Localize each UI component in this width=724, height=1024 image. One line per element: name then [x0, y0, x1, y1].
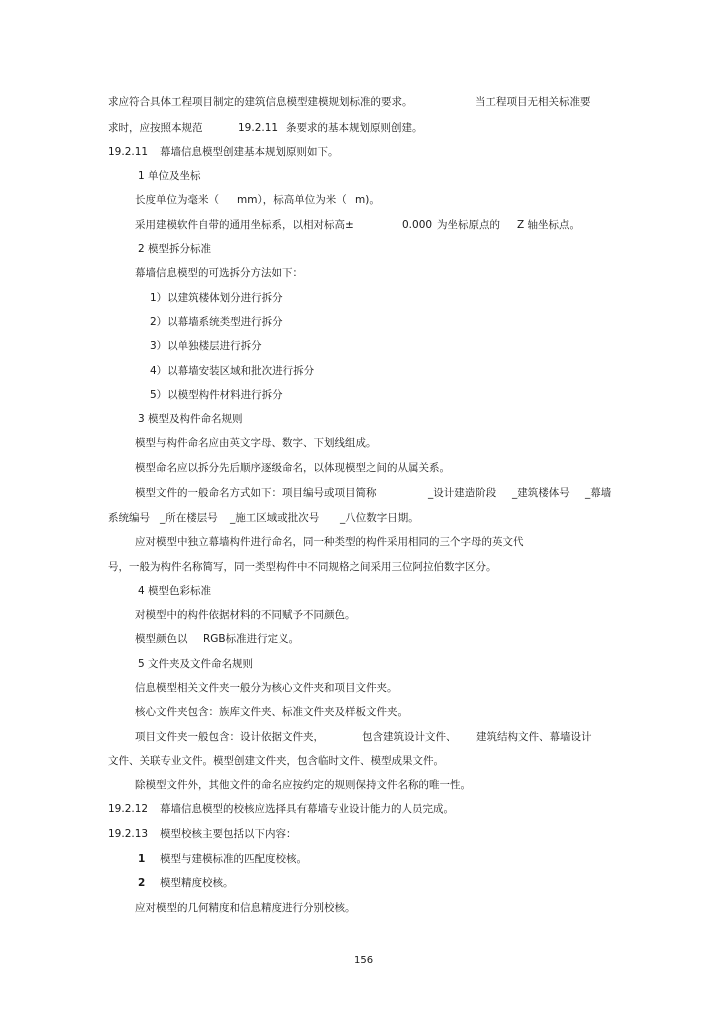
- text-line: 求时，应按照本规范 19.2.11 条要求的基本规划原则创建。: [108, 122, 423, 134]
- page-number: 156: [354, 955, 374, 966]
- list-item: 3）以单独楼层进行拆分: [150, 340, 262, 352]
- text-line: 对模型中的构件依据材料的不同赋予不同颜色。: [135, 609, 356, 621]
- subsection-heading: 5 文件夹及文件命名规则: [138, 658, 254, 670]
- text-line: 采用建模软件自带的通用坐标系，以相对标高± 0.000 为坐标原点的 Z 轴坐标点。: [135, 219, 581, 231]
- list-item: 2 模型精度校核。: [138, 877, 234, 889]
- text-line: 模型颜色以 RGB标准进行定义。: [135, 633, 300, 645]
- list-item: 1 模型与建模标准的匹配度校核。: [138, 853, 307, 865]
- text-line: 模型与构件命名应由英文字母、数字、下划线组成。: [135, 437, 377, 449]
- clause-heading: 19.2.13 模型校核主要包括以下内容：: [108, 828, 297, 840]
- list-item: 2）以幕墙系统类型进行拆分: [150, 316, 283, 328]
- text-line: 幕墙信息模型的可选拆分方法如下：: [135, 267, 303, 279]
- clause-heading: 19.2.11 幕墙信息模型创建基本规划原则如下。: [108, 146, 339, 158]
- text-line: 核心文件夹包含：族库文件夹、标准文件夹及样板文件夹。: [135, 706, 408, 718]
- clause-heading: 19.2.12 幕墙信息模型的校核应选择具有幕墙专业设计能力的人员完成。: [108, 803, 454, 815]
- text-line: 模型文件的一般命名方式如下：项目编号或项目简称 _设计建造阶段 _建筑楼体号 _幕墙: [135, 487, 612, 499]
- text-line: 应对模型中独立幕墙构件进行命名，同一种类型的构件采用相同的三个字母的英文代: [135, 536, 524, 548]
- text-line: 信息模型相关文件夹一般分为核心文件夹和项目文件夹。: [135, 682, 398, 694]
- list-item: 1）以建筑楼体划分进行拆分: [150, 292, 283, 304]
- text-line: 求应符合具体工程项目制定的建筑信息模型建模规划标准的要求。 当工程项目无相关标准要: [108, 96, 591, 108]
- text-line: 除模型文件外，其他文件的命名应按约定的规则保持文件名称的唯一性。: [135, 779, 471, 791]
- subsection-heading: 2 模型拆分标准: [138, 243, 212, 255]
- text-line: 长度单位为毫米（ mm），标高单位为米（ m)。: [135, 194, 380, 206]
- subsection-heading: 1 单位及坐标: [138, 170, 201, 182]
- subsection-heading: 4 模型色彩标准: [138, 585, 212, 597]
- text-line: 号，一般为构件名称简写，同一类型构件中不同规格之间采用三位阿拉伯数字区分。: [108, 561, 497, 573]
- text-line: 项目文件夹一般包含：设计依据文件夹， 包含建筑设计文件、 建筑结构文件、幕墙设计: [135, 731, 592, 743]
- text-line: 文件、关联专业文件。模型创建文件夹，包含临时文件、模型成果文件。: [108, 755, 444, 767]
- list-item: 5）以模型构件材料进行拆分: [150, 389, 283, 401]
- text-line: 应对模型的几何精度和信息精度进行分别校核。: [135, 902, 356, 914]
- text-line: 模型命名应以拆分先后顺序逐级命名，以体现模型之间的从属关系。: [135, 462, 450, 474]
- list-item: 4）以幕墙安装区域和批次进行拆分: [150, 365, 315, 377]
- subsection-heading: 3 模型及构件命名规则: [138, 413, 243, 425]
- text-line: 系统编号 _所在楼层号 _施工区域或批次号 _八位数字日期。: [108, 512, 419, 524]
